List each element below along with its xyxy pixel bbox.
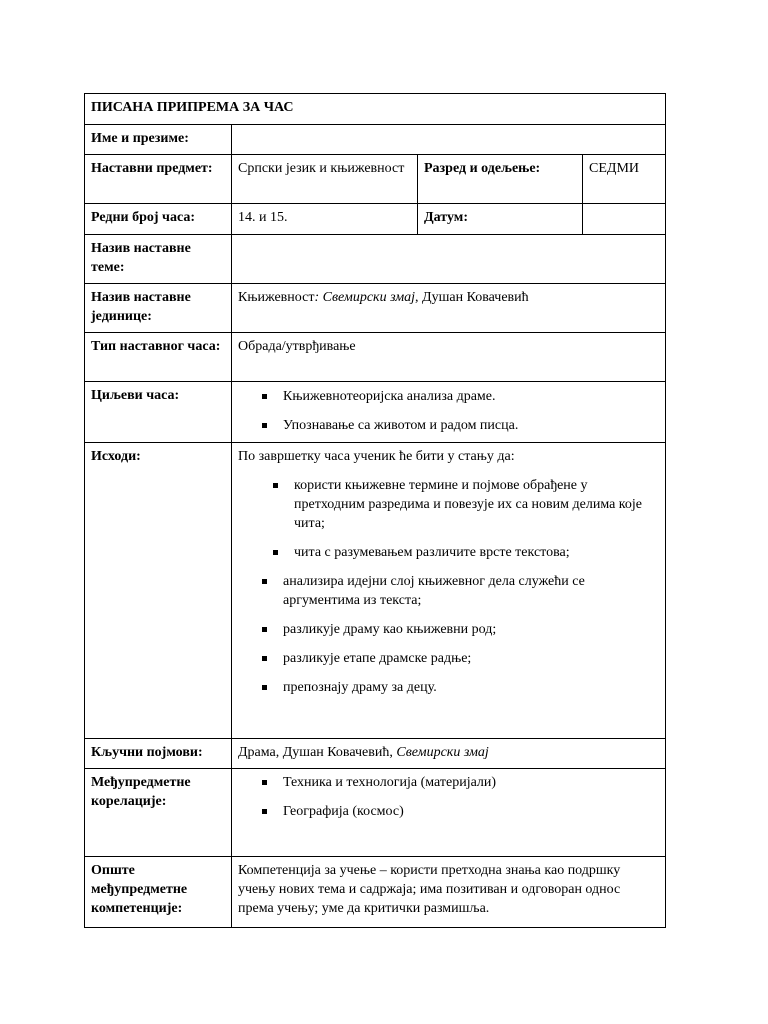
outcome-item: чита с разумевањем различите врсте текстова;: [294, 543, 659, 562]
type-label: Тип наставног часа:: [85, 333, 232, 382]
date-value: [583, 204, 666, 235]
correlation-item: Географија (космос): [283, 802, 659, 821]
goal-item: Књижевнотеоријска анализа драме.: [283, 387, 659, 406]
key-terms-label: Кључни појмови:: [85, 739, 232, 769]
outcome-item: користи књижевне термине и појмове обрађене у претходним разредима и повезује их са новим делима које чита;: [294, 476, 659, 533]
outcome-item: разликује драму као књижевни род;: [283, 620, 659, 639]
unit-author: , Душан Ковачевић: [415, 290, 529, 305]
type-value: Обрада/утврђивање: [232, 333, 666, 382]
lesson-number-label: Редни број часа:: [85, 204, 232, 235]
goals-cell: [232, 382, 666, 443]
unit-prefix: Књижевност: [238, 290, 315, 305]
unit-colon: :: [314, 290, 323, 305]
name-row: [85, 125, 666, 155]
goals-label: Циљеви часа:: [85, 382, 232, 443]
outcomes-list-secondary: [238, 572, 659, 697]
outcome-item: препознају драму за децу.: [283, 678, 659, 697]
subject-row: [85, 155, 666, 204]
lesson-plan-table: [84, 93, 666, 928]
outcomes-cell: [232, 443, 666, 739]
grade-label: Разред и одељење:: [418, 155, 583, 204]
topic-value: [232, 235, 666, 284]
type-row: [85, 333, 666, 382]
topic-label: Назив наставне теме:: [85, 235, 232, 284]
correlation-item: Техника и технологија (материјали): [283, 773, 659, 792]
unit-label: Назив наставне јединице:: [85, 284, 232, 333]
title-row: [85, 94, 666, 125]
outcome-item: анализира идејни слој књижевног дела служећи се аргументима из текста;: [283, 572, 659, 610]
goals-list: [238, 387, 659, 435]
correlation-label: Међупредметне корелације:: [85, 769, 232, 857]
key-terms-title: Свемирски змај: [396, 745, 489, 760]
correlation-row: [85, 769, 666, 857]
correlation-list: [238, 773, 659, 821]
outcomes-label: Исходи:: [85, 443, 232, 739]
document-title: ПИСАНА ПРИПРЕМА ЗА ЧАС: [85, 94, 666, 125]
name-value: [232, 125, 666, 155]
grade-value: СЕДМИ: [583, 155, 666, 204]
key-terms-row: [85, 739, 666, 769]
unit-value: [232, 284, 666, 333]
competencies-label: Опште међупредметне компетенције:: [85, 857, 232, 928]
competencies-value: Компетенција за учење – користи претходна знања као подршку учењу нових тема и садржаја; има позитиван и одговоран однос према учењу; уме да критички размишља.: [232, 857, 666, 928]
outcomes-intro: По завршетку часа ученик ће бити у стању да:: [238, 449, 515, 464]
date-label: Датум:: [418, 204, 583, 235]
competencies-row: [85, 857, 666, 928]
key-terms-value: [232, 739, 666, 769]
subject-value: Српски језик и књижевност: [232, 155, 418, 204]
name-label: Име и презиме:: [85, 125, 232, 155]
correlation-cell: [232, 769, 666, 857]
outcomes-row: [85, 443, 666, 739]
goal-item: Упознавање са животом и радом писца.: [283, 416, 659, 435]
lesson-number-row: [85, 204, 666, 235]
outcomes-list-primary: [238, 476, 659, 562]
outcome-item: разликује етапе драмске радње;: [283, 649, 659, 668]
unit-row: [85, 284, 666, 333]
key-terms-prefix: Драма, Душан Ковачевић,: [238, 745, 397, 760]
lesson-number-value: 14. и 15.: [232, 204, 418, 235]
topic-row: [85, 235, 666, 284]
unit-title: Свемирски змај: [322, 290, 416, 305]
goals-row: [85, 382, 666, 443]
subject-label: Наставни предмет:: [85, 155, 232, 204]
